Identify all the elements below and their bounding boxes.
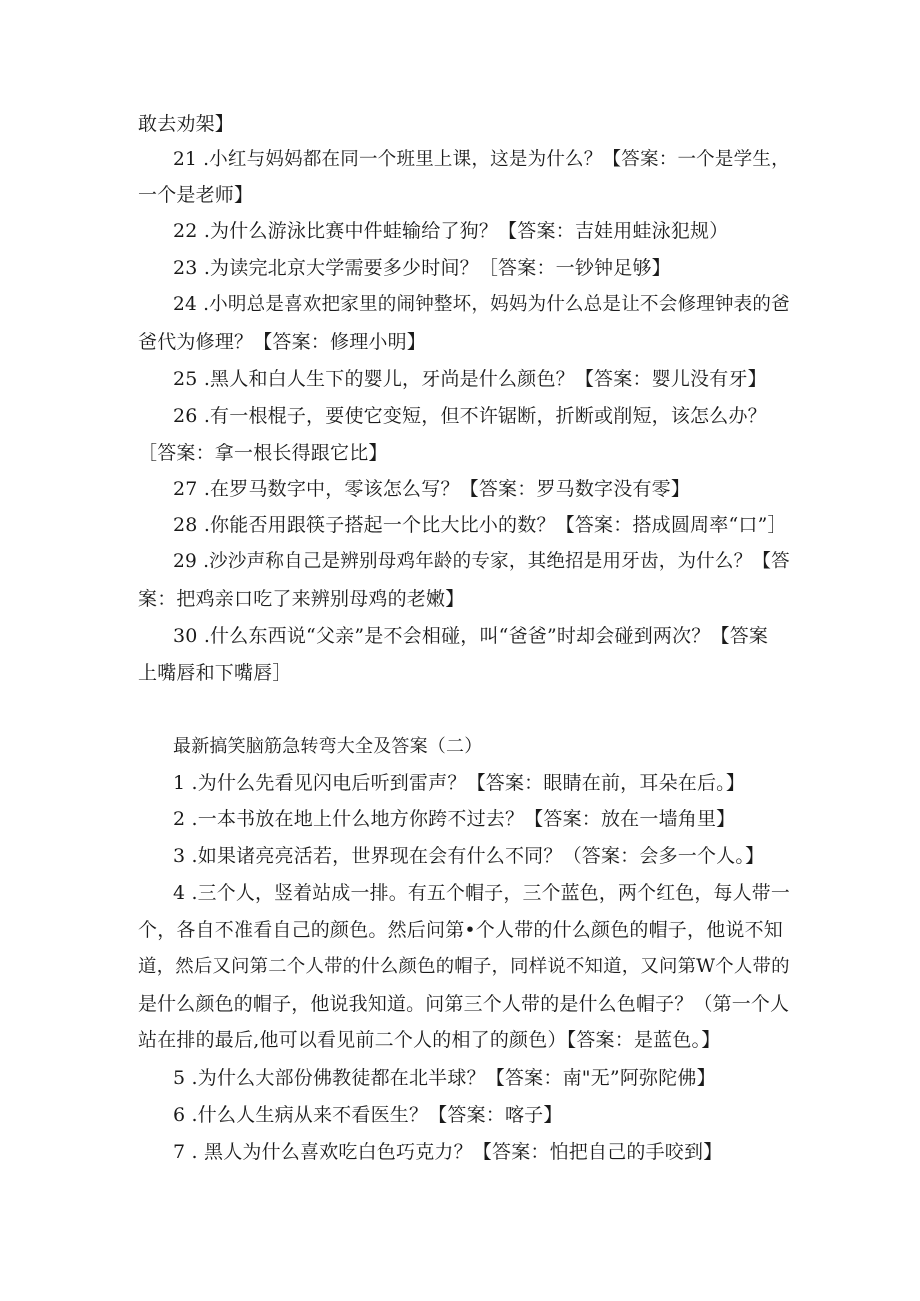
- riddle-4-line-2: 个，各自不准看自己的颜色。然后问第•个人带的什么颜色的帽子，他说不知: [138, 919, 784, 941]
- riddle-4-line-3: 道，然后又问第二个人带的什么颜色的帽子，同样说不知道，又问第W个人带的: [138, 956, 790, 977]
- riddle-6: 6 .什么人生病从来不看医生？【答案：喀子】: [173, 1104, 563, 1126]
- riddle-26-line-2: ［答案：拿一根长得跟它比】: [138, 442, 388, 464]
- text-line: 敢去劝架】: [138, 113, 235, 135]
- riddle-1: 1 .为什么先看见闪电后听到雷声？【答案：眼睛在前，耳朵在后。】: [173, 772, 746, 794]
- riddle-7: 7 . 黑人为什么喜欢吃白色巧克力？【答案：怕把自己的手咬到】: [173, 1141, 723, 1163]
- riddle-22: 22 .为什么游泳比赛中件蛙输给了狗？【答案：吉娃用蛙泳犯规）: [173, 220, 729, 242]
- section-heading: 最新搞笑脑筋急转弯大全及答案（二）: [173, 736, 483, 757]
- riddle-30-line-2: 上嘴唇和下嘴唇］: [138, 662, 292, 684]
- riddle-2: 2 .一本书放在地上什么地方你跨不过去？【答案：放在一墙角里】: [173, 808, 736, 830]
- riddle-5: 5 .为什么大部份佛教徒都在北半球？【答案：南"无”阿弥陀佛】: [173, 1067, 716, 1089]
- riddle-29-line-2: 案：把鸡亲口吃了来辨别母鸡的老嫩】: [138, 588, 465, 610]
- riddle-24-line-2: 爸代为修理？【答案：修理小明】: [138, 331, 427, 353]
- riddle-23: 23 .为读完北京大学需要多少时间？［答案：一钞钟足够】: [173, 257, 671, 279]
- riddle-4-line-4: 是什么颜色的帽子，他说我知道。问第三个人带的是什么色帽子？（第一个人: [138, 993, 790, 1015]
- riddle-30-line-1: 30 .什么东西说“父亲”是不会相碰，叫“爸爸”时却会碰到两次？【答案: [173, 625, 769, 647]
- riddle-24-line-1: 24 .小明总是喜欢把家里的闹钟整坏，妈妈为什么总是让不会修理钟表的爸: [173, 294, 790, 315]
- riddle-28: 28 .你能否用跟筷子搭起一个比大比小的数？【答案：搭成圆周率“口”］: [173, 514, 787, 536]
- riddle-27: 27 .在罗马数字中，零该怎么写？【答案：罗马数字没有零】: [173, 478, 691, 500]
- riddle-3: 3 .如果诸亮亮活若，世界现在会有什么不同？（答案：会多一个人。】: [173, 845, 765, 867]
- riddle-4-line-5: 站在排的最后,他可以看见前二个人的相了的颜色）【答案：是蓝色。】: [138, 1029, 721, 1051]
- riddle-29-line-1: 29 .沙沙声称自己是辨别母鸡年龄的专家，其绝招是用牙齿，为什么？【答: [173, 551, 790, 572]
- riddle-25: 25 .黑人和白人生下的婴儿，牙尚是什么颜色？【答案：婴儿没有牙】: [173, 368, 767, 390]
- riddle-26-line-1: 26 .有一根棍子，要使它变短，但不许锯断，折断或削短，该怎么办？: [173, 405, 767, 427]
- riddle-4-line-1: 4 .三个人，竖着站成一排。有五个帽子，三个蓝色，两个红色，每人带一: [173, 882, 790, 904]
- riddle-21-line-2: 一个是老师】: [138, 184, 254, 206]
- riddle-21-line-1: 21 .小红与妈妈都在同一个班里上课，这是为什么？【答案：一个是学生，: [173, 149, 790, 170]
